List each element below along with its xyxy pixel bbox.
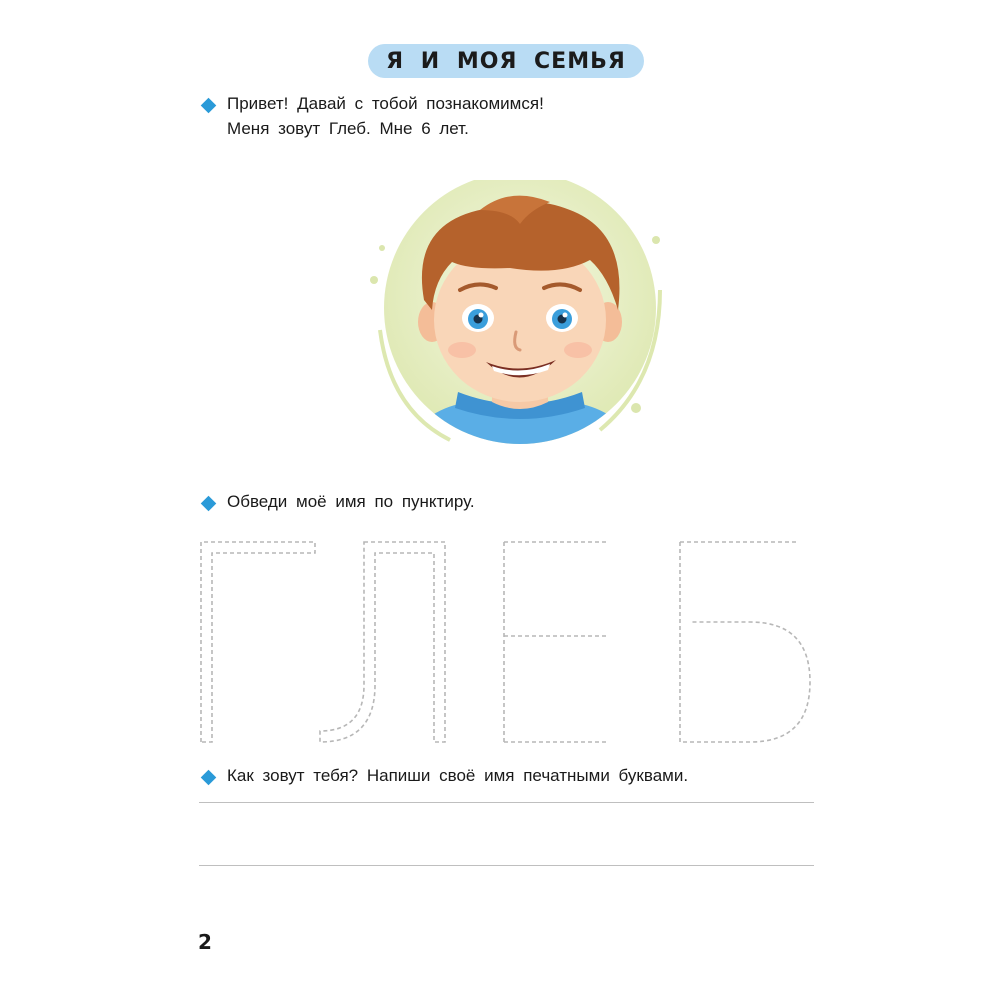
boy-portrait	[360, 180, 680, 465]
page-title: Я И МОЯ СЕМЬЯ	[386, 48, 626, 74]
writing-instruction: Как зовут тебя? Напиши своё имя печатными буквами.	[227, 766, 689, 785]
diamond-bullet-icon	[201, 98, 217, 114]
diamond-bullet-icon	[201, 770, 217, 786]
tracing-letter-b	[680, 542, 810, 742]
page-number: 2	[198, 930, 212, 954]
intro-line-2: Меня зовут Глеб. Мне 6 лет.	[227, 119, 469, 138]
writing-line[interactable]	[199, 802, 814, 803]
tracing-letter-l	[320, 542, 445, 742]
tracing-letter-e	[504, 542, 608, 742]
writing-line[interactable]	[199, 865, 814, 866]
title-banner	[368, 44, 644, 78]
tracing-instruction: Обведи моё имя по пунктиру.	[227, 492, 475, 511]
diamond-bullet-icon	[201, 496, 217, 512]
intro-line-1: Привет! Давай с тобой познакомимся!	[227, 94, 544, 113]
tracing-letter-g	[201, 542, 315, 742]
name-tracing-area[interactable]	[190, 535, 820, 750]
